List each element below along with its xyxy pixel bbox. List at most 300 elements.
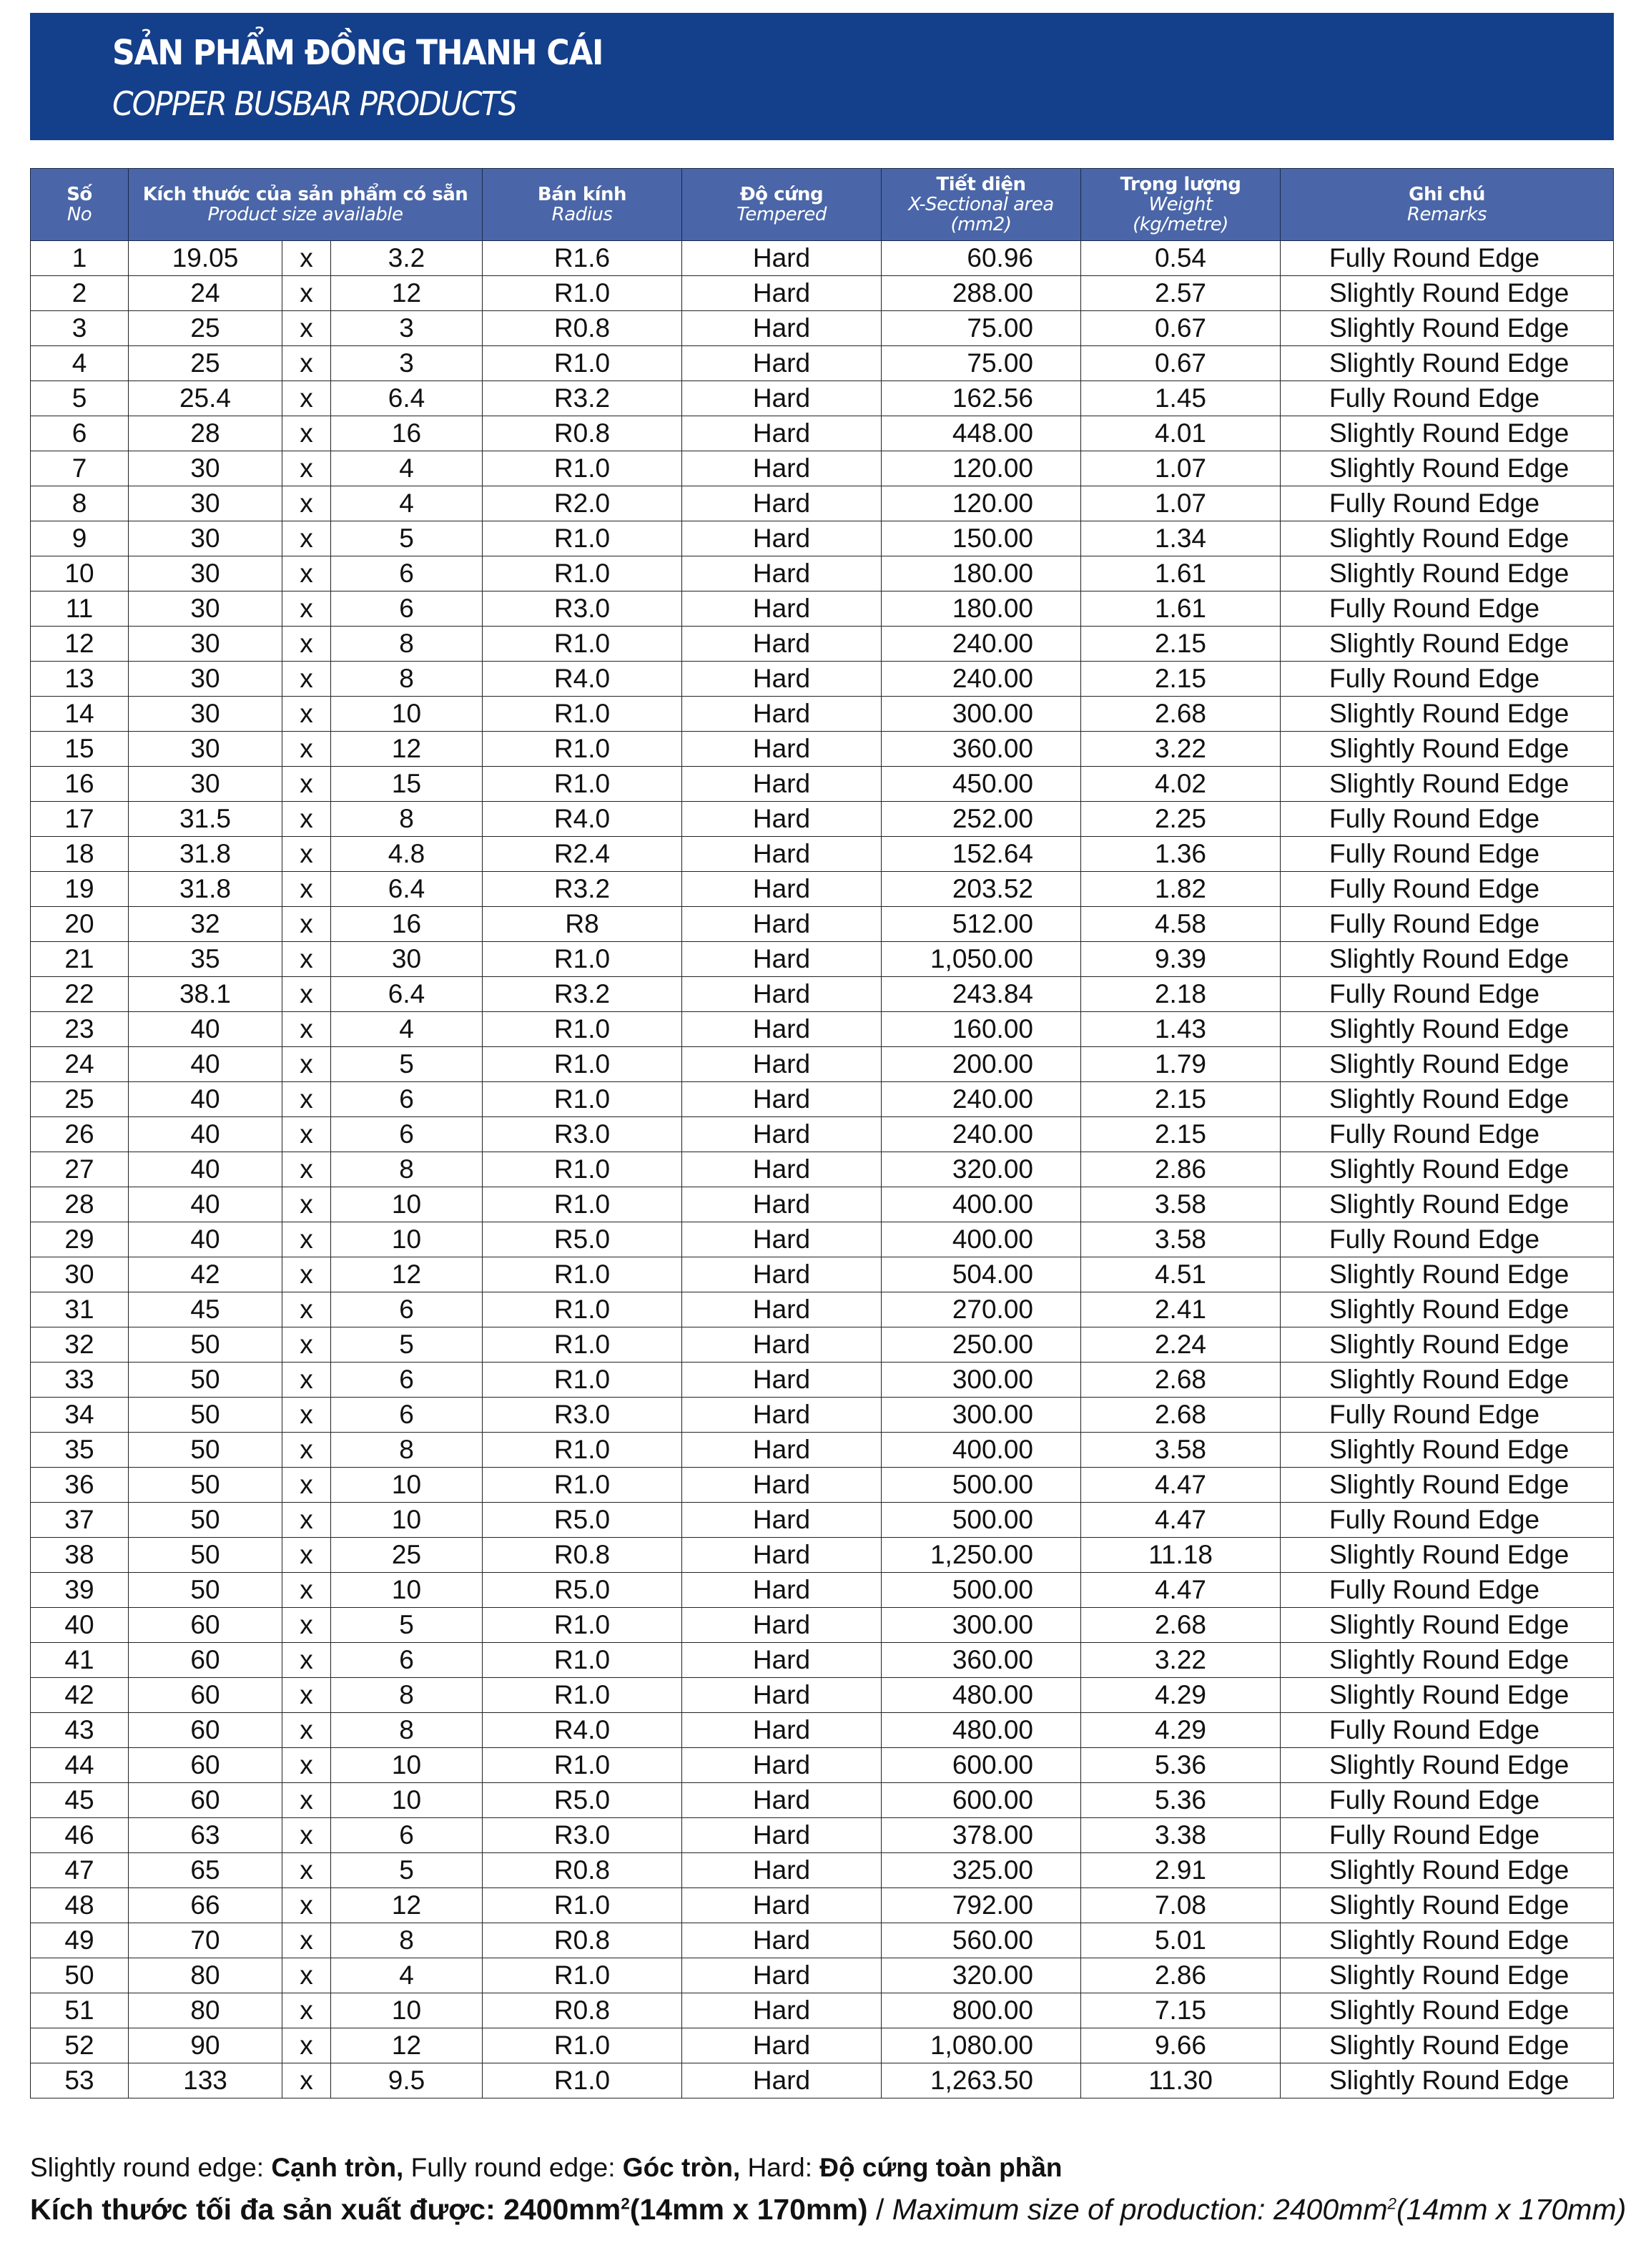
cell-remarks: Slightly Round Edge <box>1281 1958 1614 1993</box>
cell-no: 27 <box>31 1152 129 1187</box>
cell-sectional-area: 150.00 <box>882 521 1081 556</box>
cell-tempered: Hard <box>682 802 882 837</box>
cell-thickness: 12 <box>331 732 483 767</box>
cell-tempered: Hard <box>682 1783 882 1818</box>
cell-radius: R5.0 <box>483 1503 682 1538</box>
header-no-vi: Số <box>66 184 92 205</box>
cell-tempered: Hard <box>682 1152 882 1187</box>
cell-weight: 4.47 <box>1081 1573 1281 1608</box>
cell-remarks: Slightly Round Edge <box>1281 697 1614 732</box>
cell-sectional-area: 320.00 <box>882 1152 1081 1187</box>
cell-separator: x <box>282 2028 331 2063</box>
cell-sectional-area: 792.00 <box>882 1888 1081 1923</box>
cell-no: 48 <box>31 1888 129 1923</box>
cell-separator: x <box>282 1538 331 1573</box>
cell-weight: 1.36 <box>1081 837 1281 872</box>
cell-sectional-area: 180.00 <box>882 556 1081 591</box>
cell-tempered: Hard <box>682 521 882 556</box>
cell-weight: 9.39 <box>1081 942 1281 977</box>
cell-remarks: Slightly Round Edge <box>1281 1433 1614 1468</box>
cell-tempered: Hard <box>682 1257 882 1292</box>
cell-no: 19 <box>31 872 129 907</box>
header-remarks <box>1281 169 1614 241</box>
cell-thickness: 6 <box>331 1292 483 1327</box>
cell-remarks: Fully Round Edge <box>1281 1222 1614 1257</box>
cell-radius: R3.0 <box>483 591 682 627</box>
table-row <box>31 1958 1614 1993</box>
cell-sectional-area: 240.00 <box>882 627 1081 662</box>
table-row <box>31 1222 1614 1257</box>
cell-sectional-area: 500.00 <box>882 1503 1081 1538</box>
cell-thickness: 10 <box>331 1993 483 2028</box>
cell-width: 30 <box>129 521 282 556</box>
cell-remarks: Fully Round Edge <box>1281 591 1614 627</box>
cell-tempered: Hard <box>682 1573 882 1608</box>
cell-sectional-area: 162.56 <box>882 381 1081 416</box>
cell-tempered: Hard <box>682 1748 882 1783</box>
cell-radius: R0.8 <box>483 1993 682 2028</box>
cell-width: 35 <box>129 942 282 977</box>
legend-note-segment: Hard: <box>740 2153 820 2182</box>
cell-remarks: Slightly Round Edge <box>1281 346 1614 381</box>
cell-weight: 2.68 <box>1081 1608 1281 1643</box>
cell-remarks: Slightly Round Edge <box>1281 1993 1614 2028</box>
table-row <box>31 1643 1614 1678</box>
cell-weight: 9.66 <box>1081 2028 1281 2063</box>
cell-weight: 3.58 <box>1081 1187 1281 1222</box>
cell-weight: 0.67 <box>1081 346 1281 381</box>
cell-weight: 2.24 <box>1081 1327 1281 1363</box>
cell-sectional-area: 60.96 <box>882 241 1081 276</box>
cell-sectional-area: 240.00 <box>882 662 1081 697</box>
cell-separator: x <box>282 2063 331 2098</box>
header-sectional-area <box>882 169 1081 241</box>
cell-width: 30 <box>129 697 282 732</box>
cell-tempered: Hard <box>682 1818 882 1853</box>
cell-thickness: 9.5 <box>331 2063 483 2098</box>
cell-thickness: 12 <box>331 1257 483 1292</box>
cell-thickness: 8 <box>331 662 483 697</box>
cell-separator: x <box>282 1257 331 1292</box>
cell-tempered: Hard <box>682 977 882 1012</box>
cell-radius: R2.0 <box>483 486 682 521</box>
cell-separator: x <box>282 346 331 381</box>
cell-no: 35 <box>31 1433 129 1468</box>
cell-no: 40 <box>31 1608 129 1643</box>
cell-width: 60 <box>129 1783 282 1818</box>
max-size-vi-sup: 2 <box>621 2194 630 2213</box>
cell-no: 11 <box>31 591 129 627</box>
cell-width: 90 <box>129 2028 282 2063</box>
cell-no: 25 <box>31 1082 129 1117</box>
cell-width: 25.4 <box>129 381 282 416</box>
cell-weight: 5.36 <box>1081 1783 1281 1818</box>
cell-weight: 2.15 <box>1081 662 1281 697</box>
table-row <box>31 1923 1614 1958</box>
cell-thickness: 10 <box>331 1783 483 1818</box>
table-row <box>31 591 1614 627</box>
cell-remarks: Slightly Round Edge <box>1281 416 1614 451</box>
cell-width: 60 <box>129 1643 282 1678</box>
table-row <box>31 802 1614 837</box>
table-row <box>31 1292 1614 1327</box>
table-row <box>31 416 1614 451</box>
cell-separator: x <box>282 1398 331 1433</box>
cell-thickness: 5 <box>331 1853 483 1888</box>
max-size-en-suffix: (14mm x 170mm) <box>1396 2193 1627 2226</box>
cell-thickness: 10 <box>331 1573 483 1608</box>
cell-width: 66 <box>129 1888 282 1923</box>
cell-separator: x <box>282 1853 331 1888</box>
cell-thickness: 10 <box>331 1748 483 1783</box>
cell-separator: x <box>282 942 331 977</box>
cell-remarks: Slightly Round Edge <box>1281 1292 1614 1327</box>
cell-radius: R1.0 <box>483 1047 682 1082</box>
table-row <box>31 1327 1614 1363</box>
cell-sectional-area: 450.00 <box>882 767 1081 802</box>
cell-no: 45 <box>31 1783 129 1818</box>
cell-thickness: 4.8 <box>331 837 483 872</box>
cell-width: 50 <box>129 1433 282 1468</box>
cell-radius: R1.0 <box>483 346 682 381</box>
cell-radius: R0.8 <box>483 1853 682 1888</box>
cell-tempered: Hard <box>682 1713 882 1748</box>
cell-width: 30 <box>129 662 282 697</box>
cell-thickness: 10 <box>331 697 483 732</box>
cell-separator: x <box>282 311 331 346</box>
cell-radius: R0.8 <box>483 1923 682 1958</box>
cell-remarks: Fully Round Edge <box>1281 802 1614 837</box>
cell-tempered: Hard <box>682 1082 882 1117</box>
cell-separator: x <box>282 521 331 556</box>
cell-thickness: 8 <box>331 1923 483 1958</box>
cell-width: 40 <box>129 1047 282 1082</box>
cell-tempered: Hard <box>682 276 882 311</box>
table-row <box>31 1152 1614 1187</box>
cell-remarks: Slightly Round Edge <box>1281 311 1614 346</box>
cell-no: 24 <box>31 1047 129 1082</box>
cell-separator: x <box>282 416 331 451</box>
legend-note <box>30 2153 1626 2183</box>
header-product-size-en: Product size available <box>207 204 403 225</box>
cell-remarks: Fully Round Edge <box>1281 1503 1614 1538</box>
cell-tempered: Hard <box>682 1853 882 1888</box>
cell-thickness: 8 <box>331 627 483 662</box>
cell-sectional-area: 400.00 <box>882 1222 1081 1257</box>
table-row <box>31 311 1614 346</box>
cell-radius: R5.0 <box>483 1222 682 1257</box>
header-tempered-en: Tempered <box>736 204 827 225</box>
cell-width: 60 <box>129 1608 282 1643</box>
cell-separator: x <box>282 556 331 591</box>
cell-tempered: Hard <box>682 697 882 732</box>
cell-sectional-area: 288.00 <box>882 276 1081 311</box>
cell-no: 13 <box>31 662 129 697</box>
cell-radius: R0.8 <box>483 311 682 346</box>
cell-no: 31 <box>31 1292 129 1327</box>
cell-weight: 1.45 <box>1081 381 1281 416</box>
cell-remarks: Slightly Round Edge <box>1281 767 1614 802</box>
cell-remarks: Slightly Round Edge <box>1281 1853 1614 1888</box>
cell-tempered: Hard <box>682 837 882 872</box>
cell-weight: 4.01 <box>1081 416 1281 451</box>
cell-remarks: Fully Round Edge <box>1281 1818 1614 1853</box>
cell-remarks: Slightly Round Edge <box>1281 521 1614 556</box>
cell-thickness: 6 <box>331 1082 483 1117</box>
cell-remarks: Slightly Round Edge <box>1281 1678 1614 1713</box>
cell-weight: 5.36 <box>1081 1748 1281 1783</box>
cell-tempered: Hard <box>682 907 882 942</box>
cell-width: 30 <box>129 767 282 802</box>
cell-width: 32 <box>129 907 282 942</box>
header-radius <box>483 169 682 241</box>
table-row <box>31 1713 1614 1748</box>
cell-tempered: Hard <box>682 1993 882 2028</box>
table-row <box>31 241 1614 276</box>
cell-no: 37 <box>31 1503 129 1538</box>
cell-tempered: Hard <box>682 1678 882 1713</box>
cell-thickness: 4 <box>331 1958 483 1993</box>
cell-separator: x <box>282 732 331 767</box>
cell-tempered: Hard <box>682 486 882 521</box>
cell-thickness: 12 <box>331 276 483 311</box>
cell-remarks: Fully Round Edge <box>1281 1713 1614 1748</box>
cell-remarks: Slightly Round Edge <box>1281 556 1614 591</box>
cell-weight: 1.07 <box>1081 451 1281 486</box>
cell-separator: x <box>282 837 331 872</box>
cell-radius: R1.0 <box>483 1678 682 1713</box>
cell-sectional-area: 300.00 <box>882 1363 1081 1398</box>
cell-weight: 2.15 <box>1081 627 1281 662</box>
cell-thickness: 30 <box>331 942 483 977</box>
cell-width: 50 <box>129 1573 282 1608</box>
cell-sectional-area: 250.00 <box>882 1327 1081 1363</box>
cell-separator: x <box>282 1643 331 1678</box>
cell-thickness: 15 <box>331 767 483 802</box>
cell-radius: R1.0 <box>483 1608 682 1643</box>
cell-no: 52 <box>31 2028 129 2063</box>
cell-thickness: 16 <box>331 416 483 451</box>
cell-width: 30 <box>129 556 282 591</box>
cell-remarks: Slightly Round Edge <box>1281 276 1614 311</box>
cell-remarks: Slightly Round Edge <box>1281 2063 1614 2098</box>
cell-weight: 2.15 <box>1081 1117 1281 1152</box>
cell-sectional-area: 200.00 <box>882 1047 1081 1082</box>
cell-separator: x <box>282 1503 331 1538</box>
cell-no: 38 <box>31 1538 129 1573</box>
cell-separator: x <box>282 1573 331 1608</box>
cell-tempered: Hard <box>682 346 882 381</box>
cell-tempered: Hard <box>682 627 882 662</box>
cell-width: 40 <box>129 1082 282 1117</box>
cell-thickness: 10 <box>331 1468 483 1503</box>
cell-remarks: Slightly Round Edge <box>1281 1047 1614 1082</box>
cell-radius: R0.8 <box>483 1538 682 1573</box>
cell-sectional-area: 500.00 <box>882 1573 1081 1608</box>
cell-no: 51 <box>31 1993 129 2028</box>
cell-weight: 7.08 <box>1081 1888 1281 1923</box>
cell-tempered: Hard <box>682 1012 882 1047</box>
table-row <box>31 1993 1614 2028</box>
cell-sectional-area: 512.00 <box>882 907 1081 942</box>
cell-no: 50 <box>31 1958 129 1993</box>
cell-radius: R2.4 <box>483 837 682 872</box>
max-size-en <box>892 2193 1626 2226</box>
cell-sectional-area: 160.00 <box>882 1012 1081 1047</box>
cell-remarks: Fully Round Edge <box>1281 837 1614 872</box>
header-weight-unit: (kg/metre) <box>1133 214 1228 235</box>
table-row <box>31 1888 1614 1923</box>
cell-no: 39 <box>31 1573 129 1608</box>
cell-width: 60 <box>129 1713 282 1748</box>
cell-weight: 2.57 <box>1081 276 1281 311</box>
cell-weight: 2.18 <box>1081 977 1281 1012</box>
cell-sectional-area: 378.00 <box>882 1818 1081 1853</box>
cell-radius: R5.0 <box>483 1783 682 1818</box>
table-row <box>31 556 1614 591</box>
cell-no: 10 <box>31 556 129 591</box>
cell-no: 6 <box>31 416 129 451</box>
cell-width: 50 <box>129 1327 282 1363</box>
cell-sectional-area: 243.84 <box>882 977 1081 1012</box>
cell-remarks: Fully Round Edge <box>1281 1783 1614 1818</box>
cell-weight: 2.68 <box>1081 1363 1281 1398</box>
cell-no: 4 <box>31 346 129 381</box>
cell-remarks: Slightly Round Edge <box>1281 1608 1614 1643</box>
cell-sectional-area: 600.00 <box>882 1748 1081 1783</box>
table-row <box>31 837 1614 872</box>
cell-weight: 2.68 <box>1081 697 1281 732</box>
cell-sectional-area: 240.00 <box>882 1082 1081 1117</box>
header-radius-vi: Bán kính <box>537 184 627 205</box>
cell-weight: 4.02 <box>1081 767 1281 802</box>
cell-separator: x <box>282 872 331 907</box>
cell-radius: R1.6 <box>483 241 682 276</box>
cell-no: 46 <box>31 1818 129 1853</box>
cell-radius: R1.0 <box>483 1958 682 1993</box>
cell-thickness: 5 <box>331 1047 483 1082</box>
table-row <box>31 1748 1614 1783</box>
header-product-size-vi: Kích thước của sản phẩm có sẵn <box>142 184 468 205</box>
cell-sectional-area: 252.00 <box>882 802 1081 837</box>
cell-no: 26 <box>31 1117 129 1152</box>
cell-sectional-area: 180.00 <box>882 591 1081 627</box>
cell-width: 30 <box>129 732 282 767</box>
max-size-vi-suffix: (14mm x 170mm) <box>629 2193 868 2226</box>
cell-radius: R3.0 <box>483 1398 682 1433</box>
cell-remarks: Slightly Round Edge <box>1281 1643 1614 1678</box>
cell-tempered: Hard <box>682 1117 882 1152</box>
cell-remarks: Fully Round Edge <box>1281 977 1614 1012</box>
cell-remarks: Fully Round Edge <box>1281 1117 1614 1152</box>
cell-sectional-area: 360.00 <box>882 1643 1081 1678</box>
cell-sectional-area: 800.00 <box>882 1993 1081 2028</box>
cell-radius: R8 <box>483 907 682 942</box>
cell-no: 21 <box>31 942 129 977</box>
cell-width: 45 <box>129 1292 282 1327</box>
cell-separator: x <box>282 802 331 837</box>
cell-no: 20 <box>31 907 129 942</box>
cell-thickness: 8 <box>331 1678 483 1713</box>
cell-separator: x <box>282 1047 331 1082</box>
cell-no: 30 <box>31 1257 129 1292</box>
cell-remarks: Slightly Round Edge <box>1281 1082 1614 1117</box>
cell-sectional-area: 300.00 <box>882 697 1081 732</box>
table-row <box>31 486 1614 521</box>
table-row <box>31 977 1614 1012</box>
cell-separator: x <box>282 1222 331 1257</box>
table-row <box>31 872 1614 907</box>
cell-separator: x <box>282 977 331 1012</box>
cell-weight: 4.51 <box>1081 1257 1281 1292</box>
cell-separator: x <box>282 1012 331 1047</box>
cell-tempered: Hard <box>682 451 882 486</box>
cell-width: 24 <box>129 276 282 311</box>
cell-tempered: Hard <box>682 311 882 346</box>
cell-weight: 11.30 <box>1081 2063 1281 2098</box>
cell-width: 30 <box>129 451 282 486</box>
cell-weight: 2.86 <box>1081 1958 1281 1993</box>
cell-no: 7 <box>31 451 129 486</box>
header-weight-en: Weight <box>1148 194 1213 215</box>
cell-radius: R1.0 <box>483 732 682 767</box>
cell-tempered: Hard <box>682 942 882 977</box>
table-row <box>31 1187 1614 1222</box>
cell-weight: 1.43 <box>1081 1012 1281 1047</box>
cell-no: 1 <box>31 241 129 276</box>
cell-weight: 2.25 <box>1081 802 1281 837</box>
cell-separator: x <box>282 697 331 732</box>
cell-thickness: 16 <box>331 907 483 942</box>
cell-width: 38.1 <box>129 977 282 1012</box>
cell-separator: x <box>282 1117 331 1152</box>
cell-tempered: Hard <box>682 1433 882 1468</box>
cell-thickness: 8 <box>331 1152 483 1187</box>
table-row <box>31 1468 1614 1503</box>
cell-width: 70 <box>129 1923 282 1958</box>
cell-separator: x <box>282 1363 331 1398</box>
legend-note-segment: Độ cứng toàn phần <box>819 2153 1063 2182</box>
cell-separator: x <box>282 1888 331 1923</box>
cell-thickness: 6.4 <box>331 977 483 1012</box>
cell-remarks: Slightly Round Edge <box>1281 1923 1614 1958</box>
cell-thickness: 8 <box>331 1713 483 1748</box>
cell-sectional-area: 480.00 <box>882 1678 1081 1713</box>
cell-weight: 1.34 <box>1081 521 1281 556</box>
cell-remarks: Slightly Round Edge <box>1281 1187 1614 1222</box>
cell-thickness: 12 <box>331 2028 483 2063</box>
cell-weight: 0.54 <box>1081 241 1281 276</box>
cell-radius: R1.0 <box>483 1292 682 1327</box>
cell-remarks: Fully Round Edge <box>1281 486 1614 521</box>
page-title-vietnamese: SẢN PHẨM ĐỒNG THANH CÁI <box>112 33 603 73</box>
max-size-vi <box>30 2193 868 2226</box>
cell-weight: 11.18 <box>1081 1538 1281 1573</box>
cell-weight: 1.82 <box>1081 872 1281 907</box>
cell-separator: x <box>282 662 331 697</box>
cell-no: 16 <box>31 767 129 802</box>
cell-weight: 3.22 <box>1081 732 1281 767</box>
cell-separator: x <box>282 767 331 802</box>
cell-width: 133 <box>129 2063 282 2098</box>
cell-radius: R1.0 <box>483 1888 682 1923</box>
cell-radius: R4.0 <box>483 802 682 837</box>
cell-no: 17 <box>31 802 129 837</box>
table-row <box>31 1503 1614 1538</box>
table-row <box>31 1573 1614 1608</box>
cell-sectional-area: 120.00 <box>882 451 1081 486</box>
cell-separator: x <box>282 451 331 486</box>
